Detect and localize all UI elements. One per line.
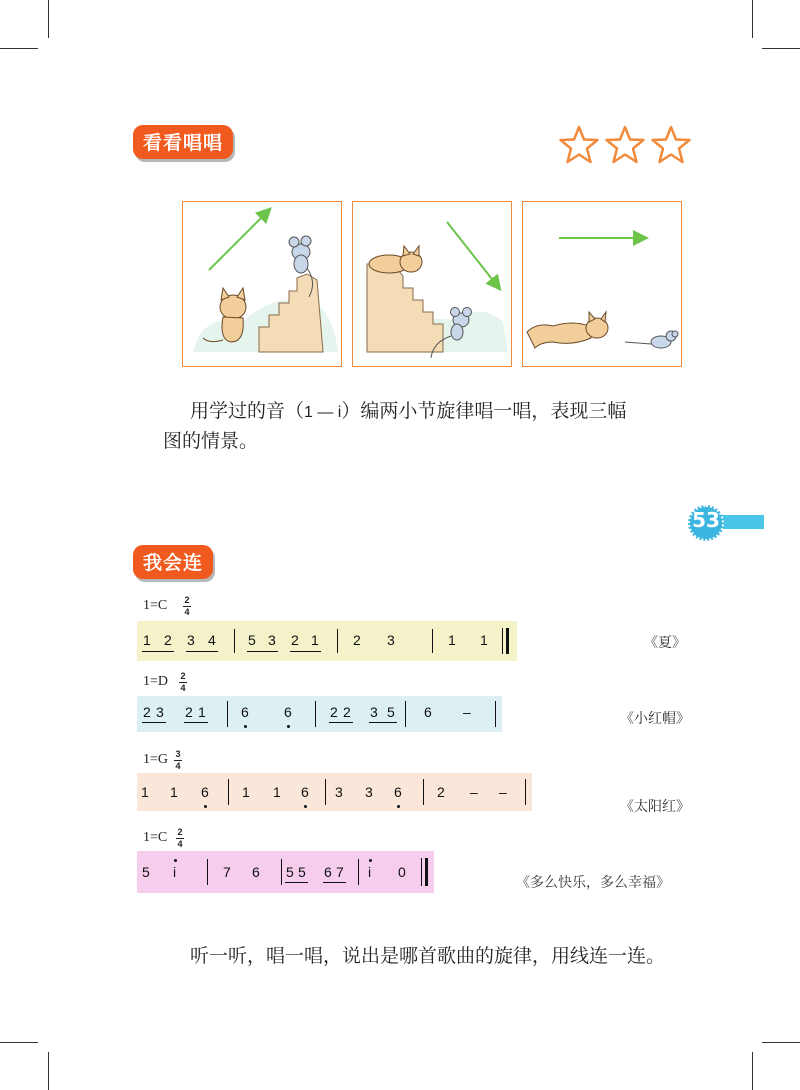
crop-mark — [752, 0, 753, 38]
dash: – — [463, 704, 471, 720]
song-title: 《夏》 — [644, 635, 686, 651]
bar-line — [315, 701, 316, 727]
note: 1 — [448, 632, 456, 648]
note: 7 — [336, 864, 344, 880]
note: 1 — [311, 632, 319, 648]
note: 5 — [387, 704, 395, 720]
bar-line — [495, 701, 496, 727]
instruction-compose: 用学过的音（1 — i）编两小节旋律唱一唱，表现三幅 — [190, 400, 627, 422]
note: 1 — [141, 784, 149, 800]
dash: – — [499, 784, 507, 800]
note: 1 — [480, 632, 488, 648]
note: 1 — [143, 632, 151, 648]
note: 2 — [291, 632, 299, 648]
note-range: 1 — i — [304, 404, 342, 421]
bar-line — [337, 629, 338, 653]
key-signature: 1=C — [143, 598, 168, 613]
note: 5 — [248, 632, 256, 648]
star-icon — [653, 127, 690, 162]
note: 3 — [365, 784, 373, 800]
note: 6 — [201, 784, 209, 800]
bar-line — [423, 779, 424, 805]
note: 2 — [143, 704, 151, 720]
time-signature: 3 4 — [175, 749, 181, 771]
note: 3 — [387, 632, 395, 648]
crop-mark — [48, 1052, 49, 1090]
star-icon — [607, 127, 644, 162]
bar-line — [207, 859, 208, 885]
cat-icon — [527, 312, 608, 348]
note: 3 — [187, 632, 195, 648]
song-title: 《多么快乐，多么幸福》 — [516, 875, 670, 891]
crop-mark — [762, 48, 800, 49]
melody-strip-3 — [137, 773, 532, 811]
note: i — [173, 864, 177, 880]
instruction-matching: 听一听，唱一唱，说出是哪首歌曲的旋律，用线连一连。 — [190, 945, 666, 967]
note: 3 — [156, 704, 164, 720]
crop-mark — [0, 48, 38, 49]
note: 1 — [273, 784, 281, 800]
bar-line — [325, 779, 326, 805]
note: 6 — [424, 704, 432, 720]
dash: – — [470, 784, 478, 800]
note: 3 — [268, 632, 276, 648]
arrow-up-icon — [209, 210, 269, 270]
key-signature: 1=D — [143, 674, 169, 689]
note: 2 — [343, 704, 351, 720]
time-signature: 2 4 — [180, 671, 186, 693]
bar-line — [502, 628, 503, 654]
picture-cat-looks-up — [182, 201, 342, 367]
crop-mark — [762, 1042, 800, 1043]
picture-cat-chases-mouse — [522, 201, 682, 367]
picture-cat-on-stairs — [352, 201, 512, 367]
star-icon — [561, 127, 598, 162]
note: 3 — [335, 784, 343, 800]
note: 7 — [223, 864, 231, 880]
bar-line — [227, 701, 228, 727]
note: i — [368, 864, 372, 880]
note: 1 — [170, 784, 178, 800]
note: 2 — [330, 704, 338, 720]
note: 2 — [353, 632, 361, 648]
bar-line — [421, 858, 422, 886]
crop-mark — [752, 1052, 753, 1090]
page-number-badge — [688, 505, 764, 541]
key-signature: 1=G — [143, 752, 169, 767]
song-title: 《小红帽》 — [620, 711, 690, 727]
mouse-icon — [625, 331, 678, 348]
bar-line — [525, 779, 526, 805]
note: 2 — [437, 784, 445, 800]
final-bar-line — [506, 628, 509, 654]
rating-stars — [557, 124, 693, 168]
instruction-compose-cont: 图的情景。 — [163, 430, 259, 452]
melody-strip-4 — [137, 851, 434, 893]
crop-mark — [0, 1042, 38, 1043]
time-signature: 2 4 — [184, 595, 190, 617]
note: 5 — [286, 864, 294, 880]
note: 5 — [142, 864, 150, 880]
bar-line — [405, 701, 406, 727]
note: 6 — [241, 704, 249, 720]
note: 5 — [298, 864, 306, 880]
page-number: 53 — [692, 508, 720, 532]
note: 6 — [252, 864, 260, 880]
note: 3 — [370, 704, 378, 720]
bar-line — [358, 859, 359, 885]
bar-line — [432, 629, 433, 653]
crop-mark — [48, 0, 49, 38]
song-title: 《太阳红》 — [620, 799, 690, 815]
melody-strip-2 — [137, 696, 502, 732]
bar-line — [228, 779, 229, 805]
note: 6 — [394, 784, 402, 800]
key-signature: 1=C — [143, 830, 168, 845]
note: 2 — [185, 704, 193, 720]
note: 0 — [398, 864, 406, 880]
note: 2 — [164, 632, 172, 648]
note: 6 — [284, 704, 292, 720]
note: 1 — [242, 784, 250, 800]
bar-line — [281, 859, 282, 885]
melody-strip-1 — [137, 621, 517, 661]
note: 6 — [324, 864, 332, 880]
note: 6 — [301, 784, 309, 800]
section-tag-look-sing: 看看唱唱 — [133, 125, 233, 159]
section-tag-matching: 我会连 — [133, 545, 213, 579]
bar-line — [234, 629, 235, 653]
time-signature: 2 4 — [177, 827, 183, 849]
cat-icon — [369, 246, 422, 273]
note: 1 — [198, 704, 206, 720]
arrow-down-icon — [447, 222, 499, 288]
note: 4 — [208, 632, 216, 648]
final-bar-line — [425, 858, 428, 886]
